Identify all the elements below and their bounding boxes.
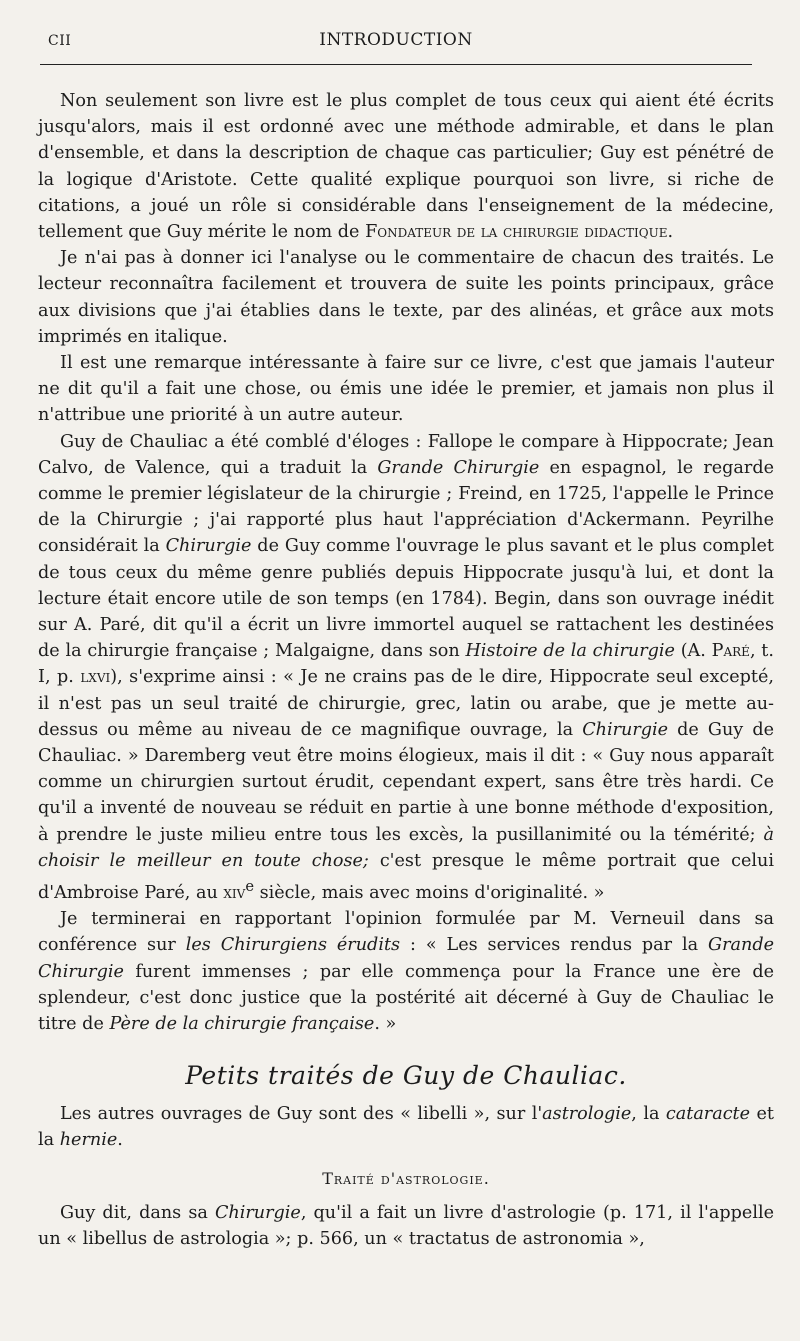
- paragraph-1-end: .: [667, 222, 674, 243]
- p5-text-2: : « Les services rendus par la: [400, 935, 709, 956]
- p4-italic-3: Histoire de la chirurgie: [465, 641, 675, 662]
- p4-text-5: , t. I, p.: [38, 641, 774, 688]
- p4-text-1: Guy de Chauliac a été comblé d'éloges : Fallope le compare à Hippocrate; Jean Calvo, de Valence, qui a traduit la: [38, 431, 774, 478]
- p4-text-2: en espagnol, le regarde comme le premier législateur de la chirurgie ; Freind, en 1725, l'appelle le Prince de la Chirurgie ; j'ai rapporté plus haut l'appréciation d'Ackermann. Peyrilhe considérait la: [38, 457, 774, 557]
- p6-italic-1: astrologie: [542, 1104, 632, 1125]
- p4-text-7: de Guy de Chauliac. » Daremberg veut être moins élogieux, mais il dit : « Guy nous apparaît comme un chirurgien surtout érudit, cependant expert, sans être très hardi. Ce qu'il a inventé de nouveau se réduit en partie à une bonne méthode d'exposition, à prendre le juste milieu entre tous les excès, la pusillanimité ou la témérité;: [38, 719, 774, 845]
- p6-text-3: et la: [38, 1104, 774, 1151]
- section-title: Petits traités de Guy de Chauliac.: [185, 1061, 627, 1091]
- p5-italic-3: Père de la chirurgie française: [109, 1013, 375, 1034]
- p4-superscript: e: [245, 878, 255, 896]
- p4-italic-4: Chirurgie: [582, 719, 669, 740]
- running-header: [40, 28, 752, 65]
- p4-italic-1: Grande Chirurgie: [377, 457, 540, 478]
- p4-text-3: de Guy comme l'ouvrage le plus savant et le plus complet de tous ceux du même genre publiés depuis Hippocrate jusqu'à lui, et dont la lecture était encore utile de son temps (en 1784). Begin, dans son ouvrage inédit sur A. Paré, dit qu'il a écrit un livre immortel auquel se rattachent les destinées de la chirurgie française ; Malgaigne, dans son: [38, 536, 774, 662]
- p5-text-1: Je terminerai en rapportant l'opinion formulée par M. Verneuil dans sa conférence sur: [38, 909, 774, 956]
- p6-text-4: .: [117, 1130, 123, 1151]
- p4-text-6: ), s'exprime ainsi : « Je ne crains pas de le dire, Hippocrate seul excepté, il n'est pas un seul traité de chirurgie, grec, latin ou arabe, que je mette au-dessus ou même au niveau de ce magnifique ouvrage, la: [38, 667, 774, 740]
- p5-text-4: . »: [374, 1013, 397, 1034]
- p4-text-9: siècle, mais avec moins d'originalité. »: [254, 882, 605, 903]
- p7-text-2: , qu'il a fait un livre d'astrologie (p. 171, il l'appelle un « libellus de astrologia »; p. 566, un « tractatus de astronomia »,: [38, 1202, 774, 1249]
- p7-italic-1: Chirurgie: [214, 1202, 301, 1223]
- paragraph-2: Je n'ai pas à donner ici l'analyse ou le commentaire de chacun des traités. Le lecteur reconnaîtra facilement et trouvera de suite les points principaux, grâce aux divisions que j'ai établies dans le texte, par des alinéas, et grâce aux mots imprimés en italique.: [38, 248, 774, 347]
- page-number: CII: [48, 33, 72, 49]
- subsection-title: Traité d'astrologie.: [322, 1168, 490, 1188]
- p4-small-caps-2: lxvi: [80, 667, 111, 688]
- running-title: INTRODUCTION: [319, 30, 473, 50]
- p5-italic-1: les Chirurgiens érudits: [185, 935, 401, 956]
- p6-text-2: , la: [631, 1104, 666, 1125]
- p4-text-8: c'est presque le même portrait que celui d'Ambroise Paré, au: [38, 850, 774, 903]
- p4-italic-2: Chirurgie: [165, 536, 252, 557]
- p5-italic-2: Grande Chirurgie: [38, 935, 774, 982]
- paragraph-5: [38, 906, 774, 1037]
- paragraph-4: [38, 429, 774, 907]
- founder-small-caps: Fondateur de la chirurgie didactique: [365, 222, 668, 243]
- body-text: [38, 88, 774, 1252]
- p6-text-1: Les autres ouvrages de Guy sont des « libelli », sur l': [60, 1104, 543, 1125]
- p7-text-1: Guy dit, dans sa: [60, 1202, 215, 1223]
- p6-italic-2: cataracte: [665, 1104, 751, 1125]
- p4-italic-5: à choisir le meilleur en toute chose;: [38, 824, 774, 871]
- paragraph-1: [38, 88, 774, 245]
- p6-italic-3: hernie: [59, 1130, 118, 1151]
- p4-small-caps-1: Paré: [711, 641, 750, 662]
- p5-text-3: furent immenses ; par elle commença pour la France une ère de splendeur, c'est donc justice que la postérité ait décerné à Guy de Chauliac le titre de: [38, 961, 774, 1034]
- paragraph-3: Il est une remarque intéressante à faire sur ce livre, c'est que jamais l'auteur ne dit qu'il a fait une chose, ou émis une idée le premier, et jamais non plus il n'attribue une priorité à un autre auteur.: [38, 353, 774, 426]
- p4-text-4: (A.: [674, 641, 712, 662]
- paragraph-1-text: Non seulement son livre est le plus complet de tous ceux qui aient été écrits jusqu'alors, mais il est ordonné avec une méthode admirable, et dans le plan d'ensemble, et dans la description de chaque cas particulier; Guy est pénétré de la logique d'Aristote. Cette qualité explique pourquoi son livre, si riche de citations, a joué un rôle si considérable dans l'enseignement de la médecine, tellement que Guy mérite le nom de: [38, 91, 774, 243]
- p4-small-caps-3: xiv: [223, 882, 246, 903]
- paragraph-7: [38, 1200, 774, 1252]
- paragraph-6: [38, 1101, 774, 1153]
